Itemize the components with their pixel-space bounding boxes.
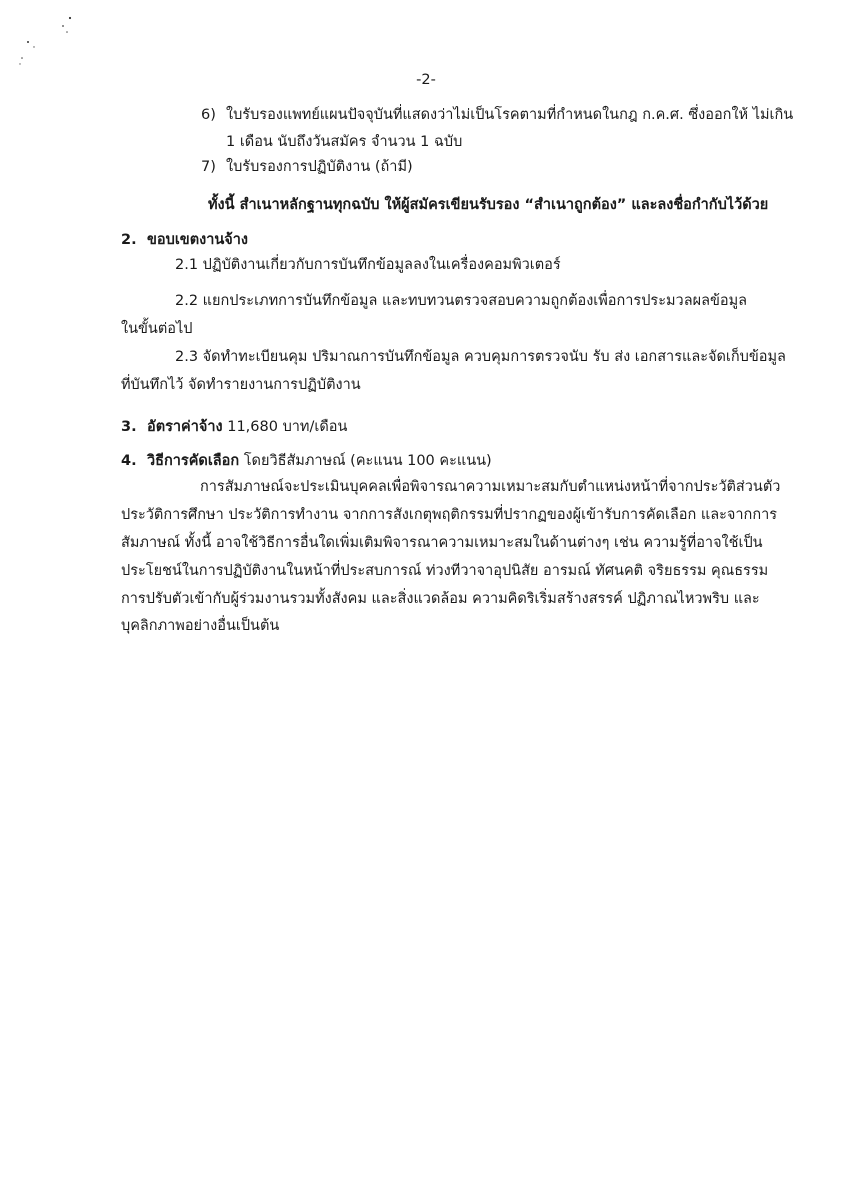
list-item-text: ใบรับรองการปฏิบัติงาน (ถ้ามี) xyxy=(226,159,413,175)
selection-paragraph-line: การปรับตัวเข้ากับผู้ร่วมงานรวมทั้งสังคม และสิ่งแวดล้อม ความคิดริเริ่มสร้างสรรค์ ปฏิภาณไหวพริบ และ xyxy=(121,591,760,607)
scope-item: 2.2 แยกประเภทการบันทึกข้อมูล และทบทวนตรวจสอบความถูกต้องเพื่อการประมวลผลข้อมูล xyxy=(175,293,748,309)
wage-row xyxy=(147,417,347,437)
list-item-number: 6) xyxy=(201,107,216,123)
section-title: วิธีการคัดเลือก xyxy=(147,453,240,469)
list-item-text: ใบรับรองแพทย์แผนปัจจุบันที่แสดงว่าไม่เป็นโรคตามที่กำหนดในกฎ ก.ค.ศ. ซึ่งออกให้ ไม่เกิน xyxy=(226,107,794,123)
section-number: 2. xyxy=(121,232,137,248)
scope-item: 2.3 จัดทำทะเบียนคุม ปริมาณการบันทึกข้อมูล ควบคุมการตรวจนับ รับ ส่ง เอกสารและจัดเก็บข้อมูล xyxy=(175,349,786,365)
list-item-number: 7) xyxy=(201,159,216,175)
section-number: 4. xyxy=(121,453,137,469)
certify-note: ทั้งนี้ สำเนาหลักฐานทุกฉบับ ให้ผู้สมัครเขียนรับรอง “สำเนาถูกต้อง” และลงชื่อกำกับไว้ด้วย xyxy=(208,197,769,213)
section-number: 3. xyxy=(121,419,137,435)
selection-paragraph-line: บุคลิกภาพอย่างอื่นเป็นต้น xyxy=(121,618,280,634)
page-number: -2- xyxy=(416,72,436,88)
scan-specks xyxy=(18,12,88,72)
scope-item-continued: ในขั้นต่อไป xyxy=(121,321,193,337)
section-title: อัตราค่าจ้าง xyxy=(147,419,223,435)
wage-value: 11,680 บาท/เดือน xyxy=(227,419,348,435)
section-title: ขอบเขตงานจ้าง xyxy=(147,232,248,248)
selection-method: โดยวิธีสัมภาษณ์ (คะแนน 100 คะแนน) xyxy=(243,453,492,469)
scope-item-continued: ที่บันทึกไว้ จัดทำรายงานการปฏิบัติงาน xyxy=(121,377,361,393)
selection-paragraph-line: การสัมภาษณ์จะประเมินบุคคลเพื่อพิจารณาความเหมาะสมกับตำแหน่งหน้าที่จากประวัติส่วนตัว xyxy=(200,479,781,495)
selection-row xyxy=(147,451,492,471)
scope-item: 2.1 ปฏิบัติงานเกี่ยวกับการบันทึกข้อมูลลงในเครื่องคอมพิวเตอร์ xyxy=(175,257,561,273)
list-item-text-continued: 1 เดือน นับถึงวันสมัคร จำนวน 1 ฉบับ xyxy=(226,134,463,150)
selection-paragraph-line: สัมภาษณ์ ทั้งนี้ อาจใช้วิธีการอื่นใดเพิ่มเติมพิจารณาความเหมาะสมในด้านต่างๆ เช่น ความรู้ที่อาจใช้เป็น xyxy=(121,535,763,551)
selection-paragraph-line: ประวัติการศึกษา ประวัติการทำงาน จากการสังเกตุพฤติกรรมที่ปรากฏของผู้เข้ารับการคัดเลือก และจากการ xyxy=(121,507,778,523)
selection-paragraph-line: ประโยชน์ในการปฏิบัติงานในหน้าที่ประสบการณ์ ท่วงทีวาจาอุปนิสัย อารมณ์ ทัศนคติ จริยธรรม คุณธรรม xyxy=(121,563,769,579)
